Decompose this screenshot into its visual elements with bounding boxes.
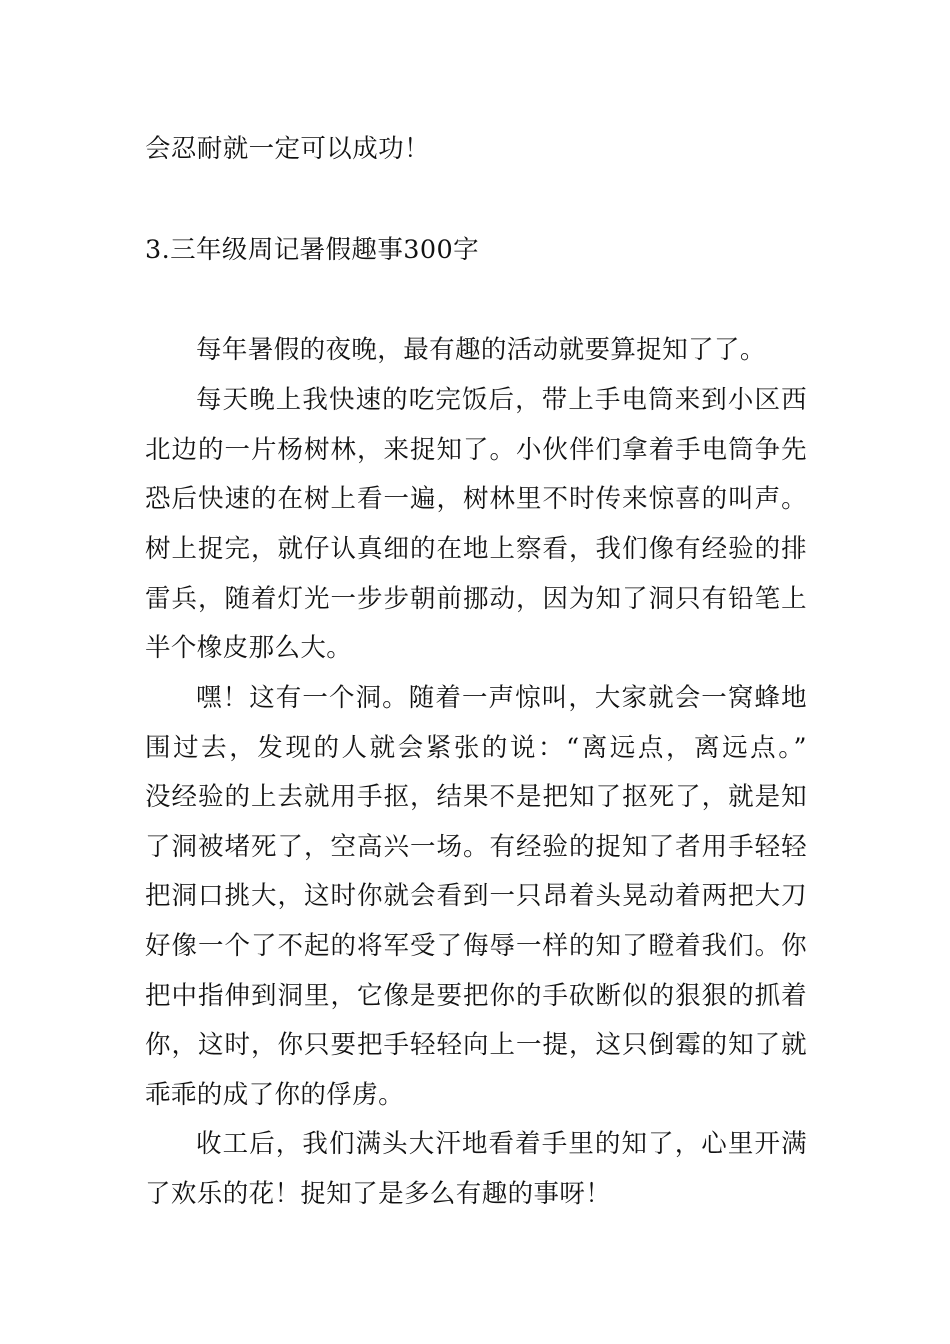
paragraph-4-line-1: 收工后，我们满头大汗地看着手里的知了，心里开满 (196, 1129, 807, 1159)
paragraph-2-line-5: 雷兵，随着灯光一步步朝前挪动，因为知了洞只有铅笔上 (145, 584, 807, 614)
paragraph-3-line-2: 围过去，发现的人就会紧张的说：“离远点，离远点。” (145, 733, 807, 763)
paragraph-2-line-4: 树上捉完，就仔认真细的在地上察看，我们像有经验的排 (145, 534, 807, 564)
paragraph-3-line-3: 没经验的上去就用手抠，结果不是把知了抠死了，就是知 (145, 782, 807, 812)
paragraph-2-line-2: 北边的一片杨树林，来捉知了。小伙伴们拿着手电筒争先 (145, 435, 807, 465)
paragraph-3-line-6: 好像一个了不起的将军受了侮辱一样的知了瞪着我们。你 (145, 931, 807, 961)
paragraph-3-line-8: 你，这时，你只要把手轻轻向上一提，这只倒霉的知了就 (145, 1030, 807, 1060)
paragraph-2-line-6: 半个橡皮那么大。 (145, 633, 353, 663)
paragraph-2-line-1: 每天晚上我快速的吃完饭后，带上手电筒来到小区西 (196, 385, 807, 415)
paragraph-3-line-7: 把中指伸到洞里，它像是要把你的手砍断似的狠狠的抓着 (145, 981, 807, 1011)
paragraph-1-line-1: 每年暑假的夜晚，最有趣的活动就要算捉知了了。 (196, 335, 766, 365)
paragraph-4-line-2: 了欢乐的花！捉知了是多么有趣的事呀！ (145, 1179, 612, 1209)
paragraph-2-line-3: 恐后快速的在树上看一遍，树林里不时传来惊喜的叫声。 (145, 484, 807, 514)
paragraph-3-line-5: 把洞口挑大，这时你就会看到一只昂着头晃动着两把大刀 (145, 881, 807, 911)
paragraph-3-line-9: 乖乖的成了你的俘虏。 (145, 1080, 405, 1110)
paragraph-3-line-4: 了洞被堵死了，空高兴一场。有经验的捉知了者用手轻轻 (145, 832, 807, 862)
section-heading: 3.三年级周记暑假趣事300字 (145, 235, 480, 265)
carryover-text-line: 会忍耐就一定可以成功！ (145, 134, 430, 164)
paragraph-3-line-1: 嘿！这有一个洞。随着一声惊叫，大家就会一窝蜂地 (196, 683, 807, 713)
